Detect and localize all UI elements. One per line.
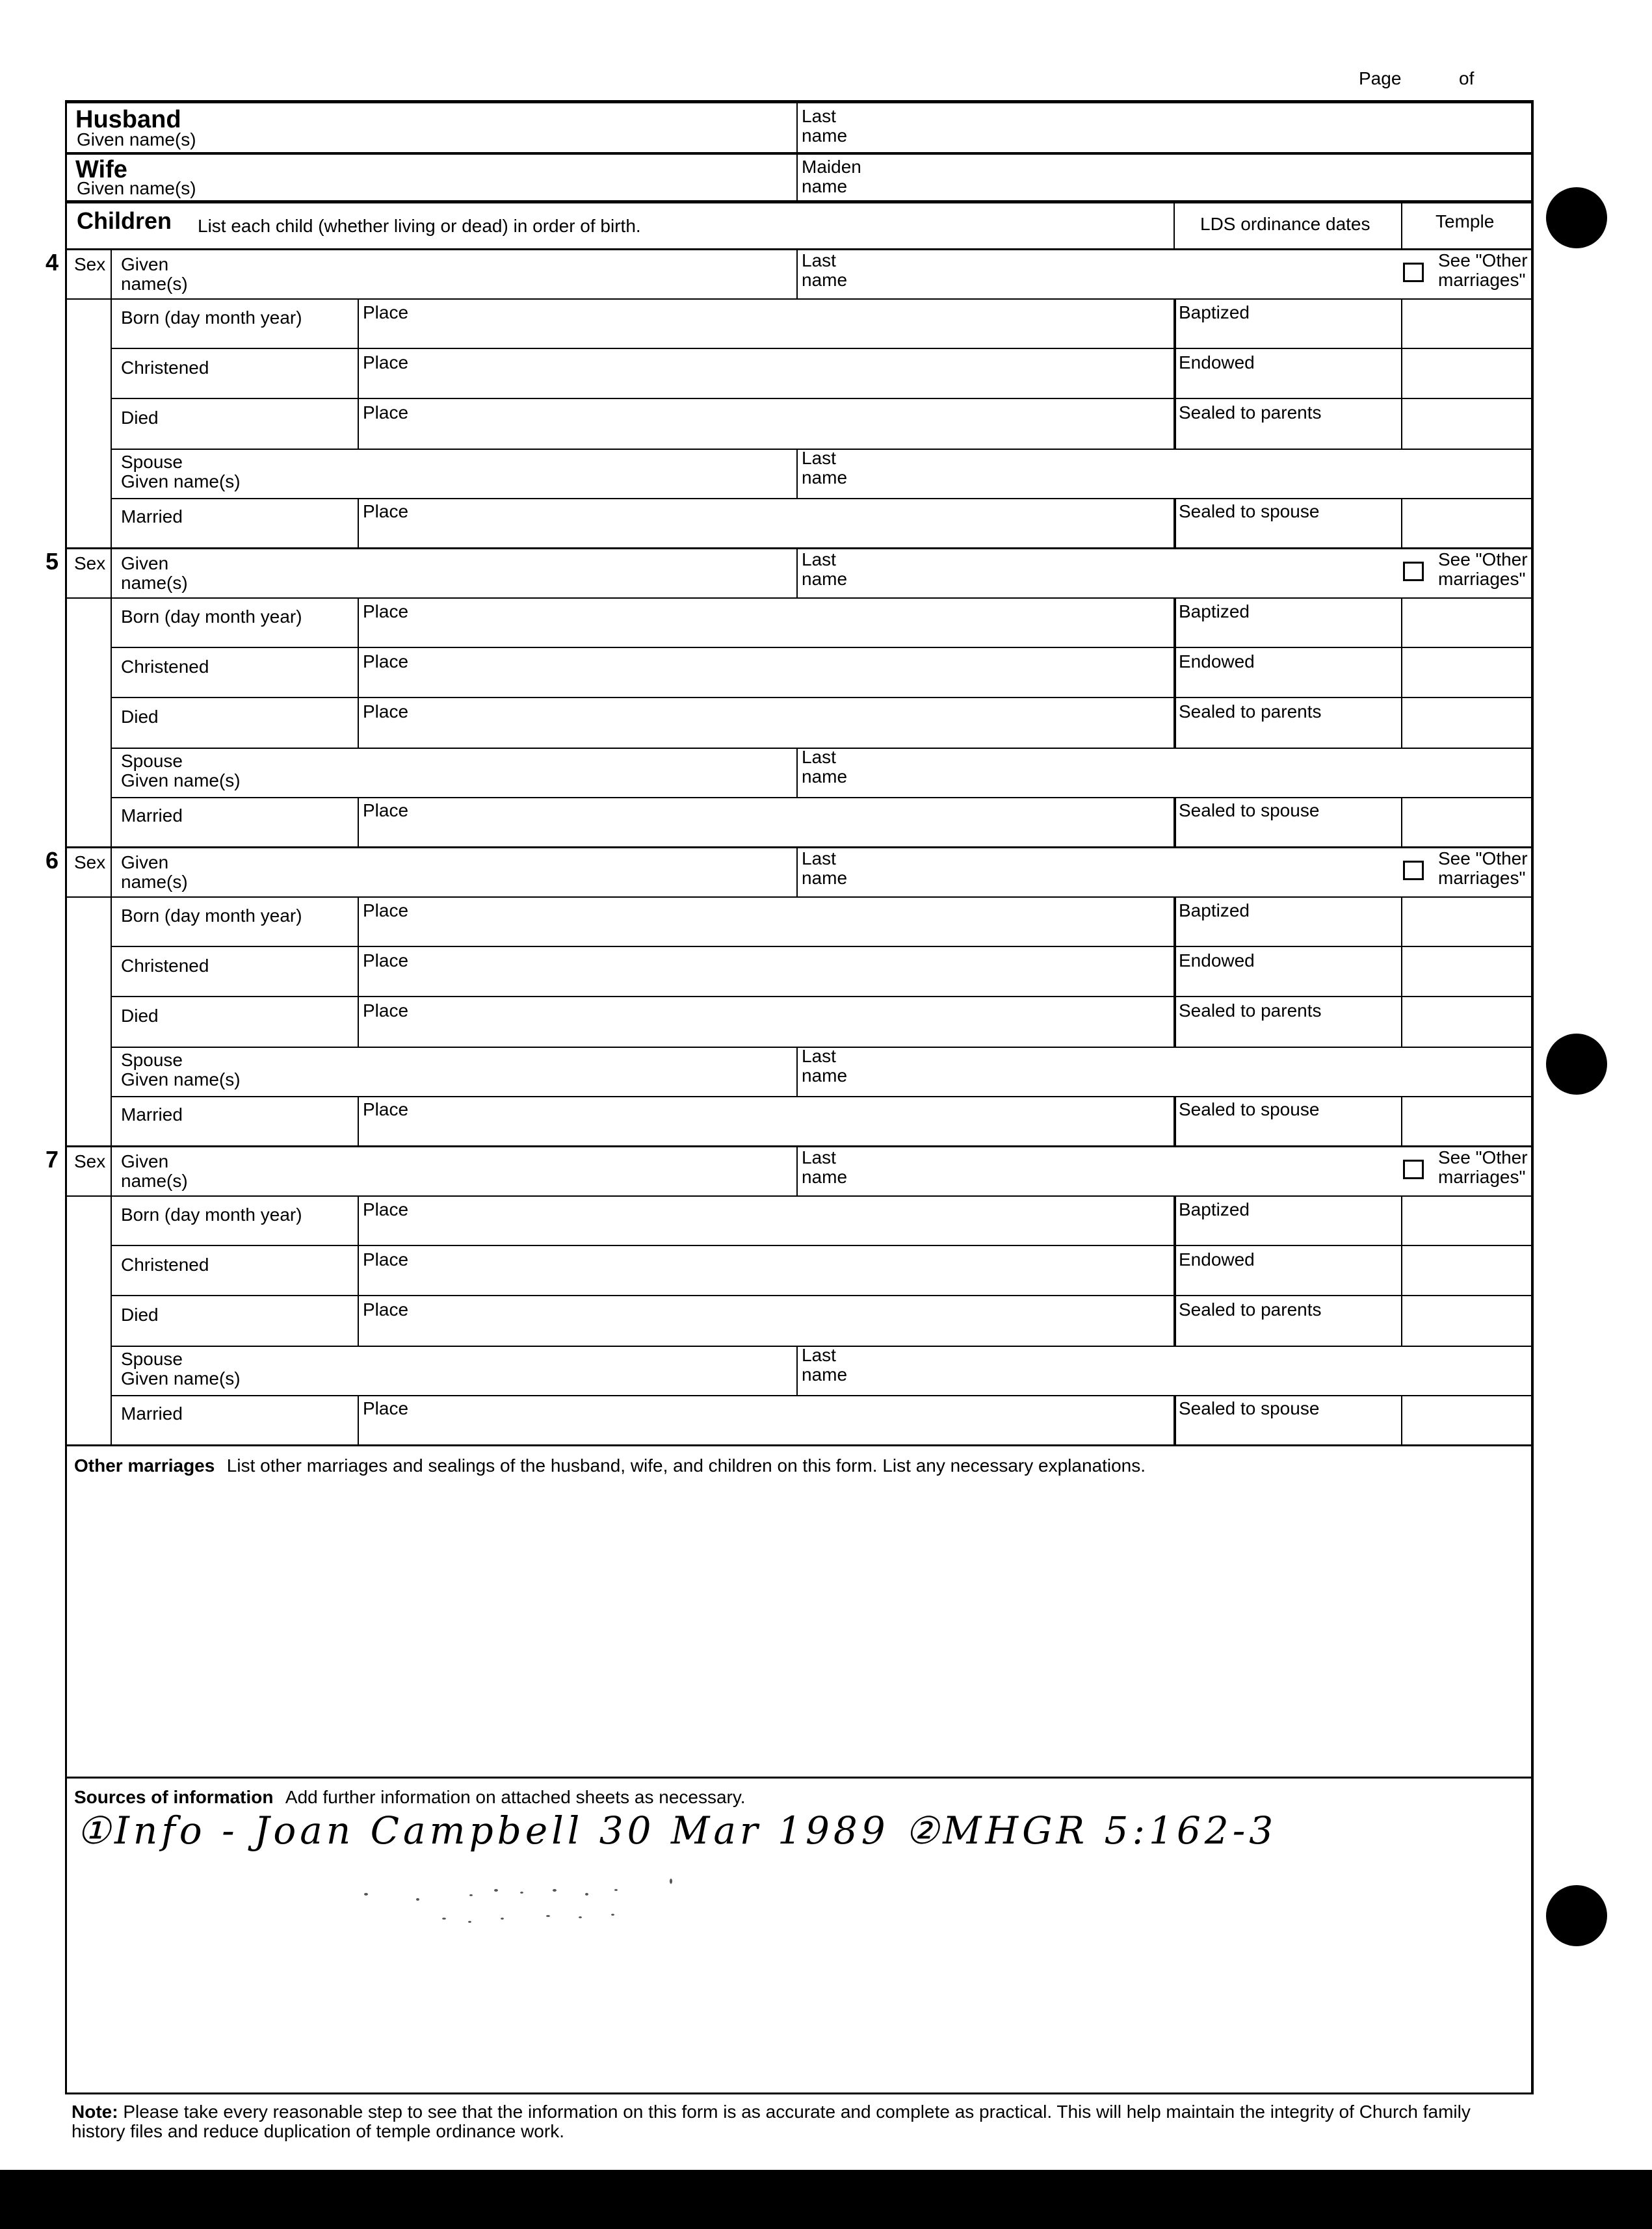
last-label: Last: [802, 549, 836, 569]
died-label: Died: [121, 707, 159, 727]
husband-last-label-2: name: [802, 125, 848, 146]
see-other-label-2: marriages": [1438, 569, 1526, 589]
place-label: Place: [363, 950, 409, 971]
baptized-label: Baptized: [1179, 900, 1250, 920]
other-marriages-checkbox[interactable]: [1403, 861, 1424, 880]
given-label: Given: [121, 553, 169, 573]
place-label: Place: [363, 402, 409, 423]
baptized-label: Baptized: [1179, 1199, 1250, 1219]
other-marriages-checkbox[interactable]: [1403, 562, 1424, 581]
given-label: Given: [121, 852, 169, 872]
sources-title: Sources of information: [74, 1787, 274, 1807]
spouse-label: Spouse: [121, 1050, 183, 1070]
given-label: Given: [121, 1151, 169, 1171]
spouse-label: Spouse: [121, 751, 183, 771]
sex-label: Sex: [74, 254, 106, 274]
christened-label: Christened: [121, 1255, 209, 1275]
spouse-given-label: Given name(s): [121, 471, 241, 491]
last-label-2: name: [802, 569, 848, 589]
child-number: 7: [46, 1146, 59, 1173]
married-label: Married: [121, 506, 183, 527]
sealed-spouse-label: Sealed to spouse: [1179, 1099, 1320, 1119]
given-label-2: name(s): [121, 573, 188, 593]
given-label-2: name(s): [121, 1171, 188, 1191]
sealed-spouse-label: Sealed to spouse: [1179, 501, 1320, 521]
born-label: Born (day month year): [121, 606, 302, 627]
punch-hole: [1546, 1885, 1607, 1946]
died-label: Died: [121, 1305, 159, 1325]
spouse-last-label-2: name: [802, 1065, 848, 1086]
wife-maiden-label-2: name: [802, 176, 848, 196]
endowed-label: Endowed: [1179, 1249, 1255, 1270]
married-label: Married: [121, 1403, 183, 1424]
christened-label: Christened: [121, 358, 209, 378]
place-label: Place: [363, 1398, 409, 1418]
spouse-last-label-2: name: [802, 766, 848, 787]
sex-label: Sex: [74, 1151, 106, 1171]
other-marriages-title: Other marriages: [74, 1455, 215, 1476]
sex-label: Sex: [74, 553, 106, 573]
place-label: Place: [363, 1199, 409, 1219]
lds-label: LDS ordinance dates: [1200, 214, 1370, 234]
handwritten-sources: ①Info - Joan Campbell 30 Mar 1989 ②MHGR 5:162-3: [77, 1808, 1278, 1853]
place-label: Place: [363, 1000, 409, 1021]
born-label: Born (day month year): [121, 906, 302, 926]
children-instruction: List each child (whether living or dead) in order of birth.: [198, 216, 641, 236]
see-other-label-2: marriages": [1438, 270, 1526, 290]
place-label: Place: [363, 501, 409, 521]
other-marriages-section: [74, 1456, 1146, 1476]
spouse-last-label: Last: [802, 1046, 836, 1066]
note-text-1: Please take every reasonable step to see that the information on this form is as accurate and complete as practical. This will help maintain the integrity of Church family: [123, 2102, 1471, 2122]
last-label-2: name: [802, 270, 848, 290]
sealed-spouse-label: Sealed to spouse: [1179, 1398, 1320, 1418]
baptized-label: Baptized: [1179, 302, 1250, 322]
place-label: Place: [363, 302, 409, 322]
place-label: Place: [363, 352, 409, 372]
sealed-spouse-label: Sealed to spouse: [1179, 800, 1320, 820]
married-label: Married: [121, 1104, 183, 1125]
of-label: of: [1459, 68, 1475, 88]
last-label: Last: [802, 848, 836, 868]
child-number: 4: [46, 249, 59, 276]
spouse-given-label: Given name(s): [121, 1069, 241, 1089]
see-other-label-2: marriages": [1438, 1167, 1526, 1187]
last-label: Last: [802, 250, 836, 270]
last-label-2: name: [802, 1167, 848, 1187]
see-other-label: See "Other: [1438, 250, 1528, 270]
child-number: 5: [46, 548, 59, 575]
sealed-parents-label: Sealed to parents: [1179, 1000, 1322, 1021]
husband-last-label: Last: [802, 106, 836, 126]
see-other-label-2: marriages": [1438, 868, 1526, 888]
wife-title: Wife: [75, 156, 127, 183]
spouse-last-label-2: name: [802, 467, 848, 488]
born-label: Born (day month year): [121, 1205, 302, 1225]
note-text-2: history files and reduce duplication of temple ordinance work.: [72, 2121, 564, 2141]
endowed-label: Endowed: [1179, 950, 1255, 971]
given-label-2: name(s): [121, 274, 188, 294]
wife-maiden-label: Maiden: [802, 157, 861, 177]
scan-border: [0, 2170, 1652, 2229]
sources-instruction: Add further information on attached sheets as necessary.: [285, 1787, 746, 1807]
baptized-label: Baptized: [1179, 601, 1250, 621]
sealed-parents-label: Sealed to parents: [1179, 1299, 1322, 1320]
died-label: Died: [121, 408, 159, 428]
sex-label: Sex: [74, 852, 106, 872]
spouse-given-label: Given name(s): [121, 1368, 241, 1388]
endowed-label: Endowed: [1179, 352, 1255, 372]
place-label: Place: [363, 651, 409, 671]
see-other-label: See "Other: [1438, 848, 1528, 868]
note-label: Note:: [72, 2102, 118, 2122]
other-marriages-checkbox[interactable]: [1403, 1160, 1424, 1179]
given-label: Given: [121, 254, 169, 274]
note-section: [72, 2102, 1521, 2141]
place-label: Place: [363, 1299, 409, 1320]
punch-hole: [1546, 187, 1607, 248]
husband-given-label: Given name(s): [77, 129, 196, 150]
place-label: Place: [363, 701, 409, 722]
husband-title: Husband: [75, 106, 181, 133]
see-other-label: See "Other: [1438, 1147, 1528, 1167]
last-label: Last: [802, 1147, 836, 1167]
wife-given-label: Given name(s): [77, 178, 196, 198]
child-block-4: [0, 250, 1652, 549]
page-label: Page: [1359, 68, 1402, 88]
sealed-parents-label: Sealed to parents: [1179, 402, 1322, 423]
place-label: Place: [363, 601, 409, 621]
sealed-parents-label: Sealed to parents: [1179, 701, 1322, 722]
spouse-given-label: Given name(s): [121, 770, 241, 790]
place-label: Place: [363, 900, 409, 920]
spouse-last-label: Last: [802, 747, 836, 767]
spouse-last-label: Last: [802, 448, 836, 468]
child-block-6: [0, 848, 1652, 1147]
place-label: Place: [363, 1249, 409, 1270]
place-label: Place: [363, 1099, 409, 1119]
last-label-2: name: [802, 868, 848, 888]
child-number: 6: [46, 847, 59, 874]
other-marriages-checkbox[interactable]: [1403, 263, 1424, 282]
children-title: Children: [77, 207, 172, 234]
see-other-label: See "Other: [1438, 549, 1528, 569]
married-label: Married: [121, 805, 183, 826]
child-block-7: [0, 1147, 1652, 1446]
spouse-last-label: Last: [802, 1345, 836, 1365]
given-label-2: name(s): [121, 872, 188, 892]
temple-label: Temple: [1436, 211, 1495, 231]
endowed-label: Endowed: [1179, 651, 1255, 671]
spouse-label: Spouse: [121, 452, 183, 472]
christened-label: Christened: [121, 956, 209, 976]
died-label: Died: [121, 1006, 159, 1026]
sources-section: [74, 1788, 746, 1807]
other-marriages-instruction: List other marriages and sealings of the husband, wife, and children on this form. List any necessary explanations.: [226, 1455, 1146, 1476]
child-block-5: [0, 549, 1652, 848]
christened-label: Christened: [121, 657, 209, 677]
spouse-label: Spouse: [121, 1349, 183, 1369]
place-label: Place: [363, 800, 409, 820]
born-label: Born (day month year): [121, 307, 302, 328]
spouse-last-label-2: name: [802, 1364, 848, 1385]
